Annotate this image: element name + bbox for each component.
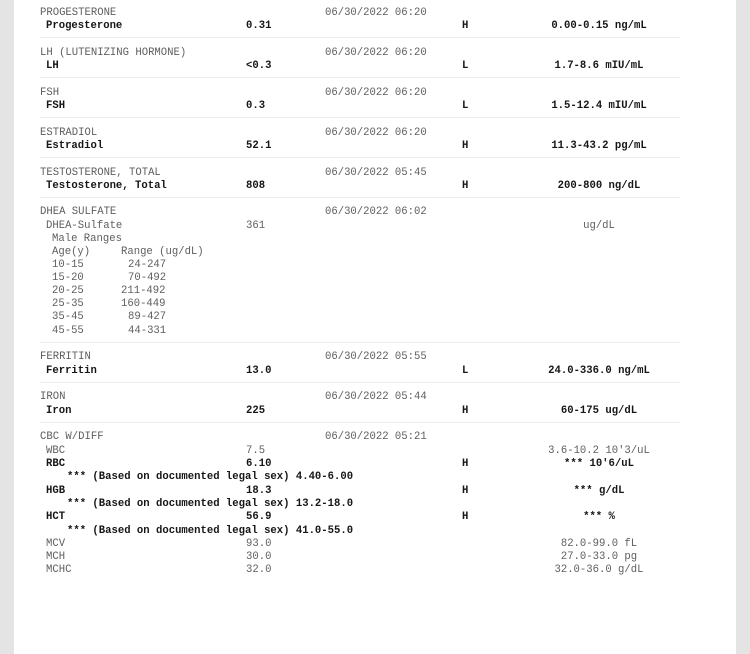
panel-title: DHEA SULFATE [40,206,117,218]
panel-title: FERRITIN [40,351,91,363]
sex-based-range-note: *** (Based on documented legal sex) 13.2-18.0 [67,498,354,510]
test-name: DHEA-Sulfate [46,220,123,232]
test-value: 808 [246,180,266,192]
test-value: 7.5 [246,445,266,457]
divider [40,197,680,198]
test-value: <0.3 [246,60,272,72]
range-header: Range (ug/dL) [121,246,204,258]
reference-range: 27.0-33.0 pg [560,551,638,563]
test-name: Ferritin [46,365,97,377]
abnormal-flag: H [462,140,469,152]
reference-range: *** 10'6/uL [564,458,634,470]
sex-based-range-note: *** (Based on documented legal sex) 4.40-6.00 [67,471,354,483]
panel-title: PROGESTERONE [40,7,117,19]
abnormal-flag: H [462,511,469,523]
test-value: 93.0 [246,538,272,550]
test-name: Testosterone, Total [46,180,167,192]
test-value: 32.0 [246,564,272,576]
reference-range: 0.00-0.15 ng/mL [551,20,647,32]
age-range-value: 160-449 [121,298,166,310]
age-range-age: 45-55 [52,325,84,337]
test-name: HCT [46,511,66,523]
abnormal-flag: H [462,20,469,32]
age-range-value: 211-492 [121,285,166,297]
collection-time: 06/30/2022 06:20 [325,127,427,139]
age-range-value: 89-427 [128,311,167,323]
collection-time: 06/30/2022 06:20 [325,87,427,99]
age-range-age: 25-35 [52,298,84,310]
test-value: 6.10 [246,458,272,470]
test-name: Iron [46,405,72,417]
collection-time: 06/30/2022 05:21 [325,431,427,443]
ranges-title: Male Ranges [52,233,122,245]
sex-based-range-note: *** (Based on documented legal sex) 41.0-55.0 [67,525,354,537]
test-value: 225 [246,405,266,417]
abnormal-flag: L [462,365,469,377]
collection-time: 06/30/2022 06:20 [325,7,427,19]
reference-range: 200-800 ng/dL [557,180,641,192]
collection-time: 06/30/2022 06:02 [325,206,427,218]
divider [40,77,680,78]
age-header: Age(y) [52,246,91,258]
divider [40,37,680,38]
divider [40,382,680,383]
reference-range: 32.0-36.0 g/dL [554,564,644,576]
test-value: 0.3 [246,100,266,112]
collection-time: 06/30/2022 05:55 [325,351,427,363]
test-value: 18.3 [246,485,272,497]
test-name: HGB [46,485,66,497]
reference-range: 1.5-12.4 mIU/mL [551,100,647,112]
abnormal-flag: H [462,180,469,192]
age-range-age: 20-25 [52,285,84,297]
divider [40,342,680,343]
age-range-value: 44-331 [128,325,167,337]
abnormal-flag: H [462,458,469,470]
reference-range: *** % [583,511,615,523]
divider [40,422,680,423]
panel-title: IRON [40,391,66,403]
panel-title: LH (LUTENIZING HORMONE) [40,47,187,59]
test-name: WBC [46,445,66,457]
collection-time: 06/30/2022 05:45 [325,167,427,179]
test-value: 0.31 [246,20,272,32]
reference-range: *** g/dL [573,485,625,497]
collection-time: 06/30/2022 05:44 [325,391,427,403]
age-range-value: 24-247 [128,259,167,271]
test-name: MCH [46,551,66,563]
age-range-age: 15-20 [52,272,84,284]
test-value: 52.1 [246,140,272,152]
abnormal-flag: H [462,485,469,497]
age-range-age: 10-15 [52,259,84,271]
test-name: Progesterone [46,20,123,32]
test-value: 13.0 [246,365,272,377]
reference-range: 24.0-336.0 ng/mL [548,365,650,377]
reference-range: 11.3-43.2 pg/mL [551,140,647,152]
divider [40,117,680,118]
panel-title: TESTOSTERONE, TOTAL [40,167,161,179]
test-name: RBC [46,458,66,470]
test-name: Estradiol [46,140,104,152]
reference-range: 1.7-8.6 mIU/mL [554,60,644,72]
test-name: FSH [46,100,66,112]
test-value: 56.9 [246,511,272,523]
test-name: LH [46,60,59,72]
panel-title: FSH [40,87,60,99]
panel-title: ESTRADIOL [40,127,98,139]
reference-range: 82.0-99.0 fL [560,538,638,550]
reference-range: ug/dL [583,220,615,232]
test-name: MCV [46,538,66,550]
collection-time: 06/30/2022 06:20 [325,47,427,59]
divider [40,157,680,158]
test-value: 361 [246,220,266,232]
lab-report-page [14,0,736,654]
age-range-value: 70-492 [128,272,167,284]
abnormal-flag: H [462,405,469,417]
test-value: 30.0 [246,551,272,563]
abnormal-flag: L [462,100,469,112]
age-range-age: 35-45 [52,311,84,323]
abnormal-flag: L [462,60,469,72]
reference-range: 3.6-10.2 10'3/uL [548,445,650,457]
panel-title: CBC W/DIFF [40,431,104,443]
test-name: MCHC [46,564,72,576]
reference-range: 60-175 ug/dL [560,405,638,417]
